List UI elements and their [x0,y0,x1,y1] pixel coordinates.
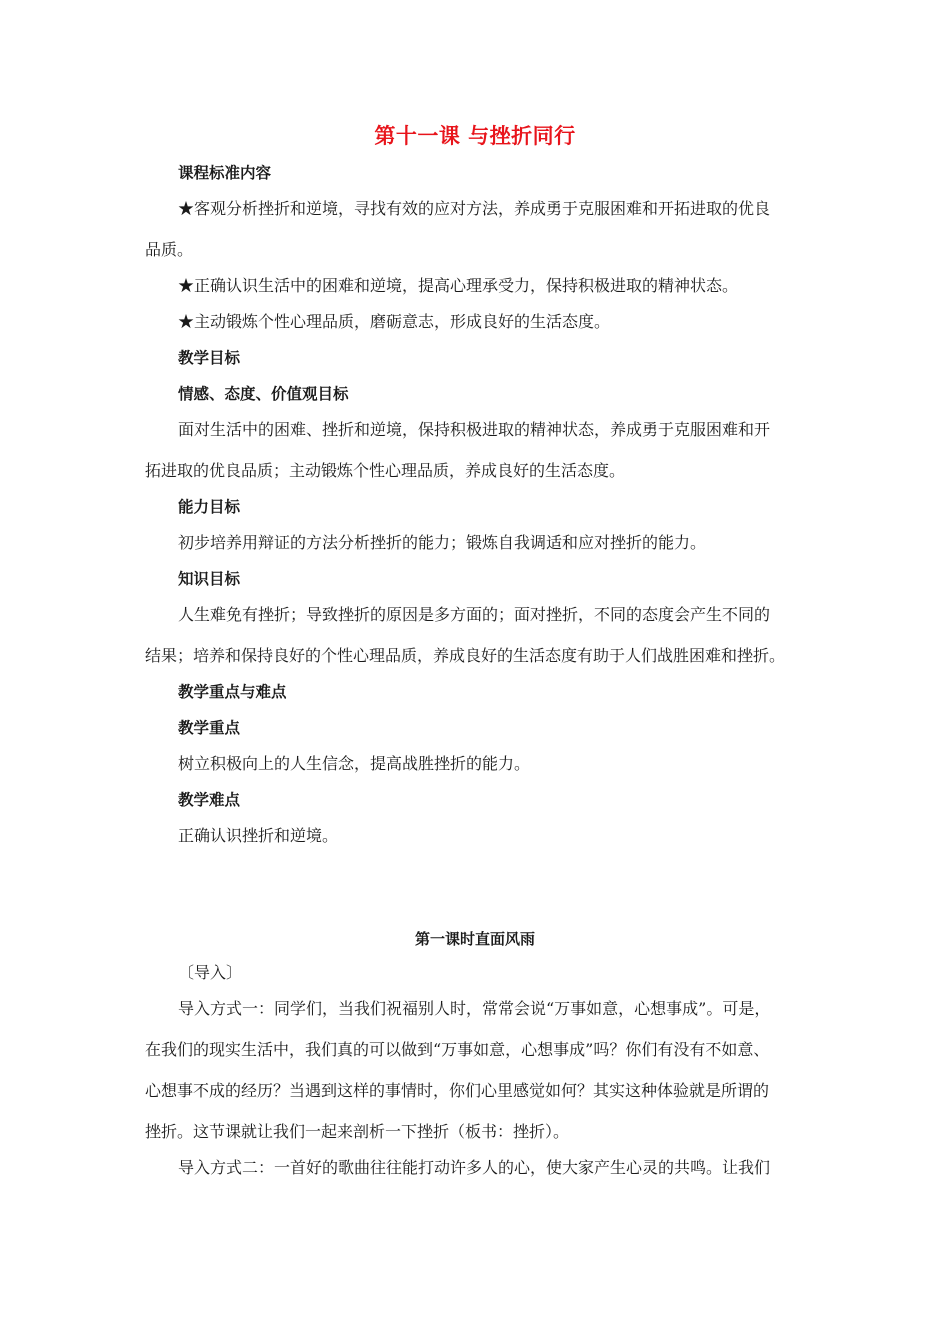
first-lesson-title: 第一课时直面风雨 [414,930,535,948]
heading-goals: 教学目标 [178,349,241,367]
intro-method-1-line-2: 在我们的现实生活中，我们真的可以做到“万事如意，心想事成”吗？你们有没有不如意、 [145,1040,770,1059]
standard-item-2: ★正确认识生活中的困难和逆境，提高心理承受力，保持积极进取的精神状态。 [178,276,739,295]
intro-method-1-line-1: 导入方式一：同学们，当我们祝福别人时，常常会说“万事如意，心想事成”。可是， [178,999,771,1018]
difficult-point-text: 正确认识挫折和逆境。 [178,826,339,845]
standard-item-3: ★主动锻炼个性心理品质，磨砺意志，形成良好的生活态度。 [178,312,611,331]
ability-text: 初步培养用辩证的方法分析挫折的能力；锻炼自我调适和应对挫折的能力。 [178,533,707,552]
knowledge-text-1: 人生难免有挫折；导致挫折的原因是多方面的；面对挫折，不同的态度会产生不同的 [178,605,771,624]
standard-item-1-cont: 品质。 [145,240,194,259]
key-point-text: 树立积极向上的人生信念，提高战胜挫折的能力。 [178,754,531,773]
standard-item-1: ★客观分析挫折和逆境，寻找有效的应对方法，养成勇于克服困难和开拓进取的优良 [178,199,771,218]
heading-standard: 课程标准内容 [178,164,272,182]
intro-method-1-line-4: 挫折。这节课就让我们一起来剖析一下挫折（板书：挫折）。 [145,1122,570,1141]
heading-key-point: 教学重点 [178,719,241,737]
heading-ability-goals: 能力目标 [178,498,241,516]
heading-key-difficult: 教学重点与难点 [178,683,287,701]
emotion-text-1: 面对生活中的困难、挫折和逆境，保持积极进取的精神状态，养成勇于克服困难和开 [178,420,771,439]
knowledge-text-2: 结果；培养和保持良好的个性心理品质，养成良好的生活态度有助于人们战胜困难和挫折。 [145,646,786,665]
heading-emotion-goals: 情感、态度、价值观目标 [178,385,349,403]
intro-method-2-line-1: 导入方式二：一首好的歌曲往往能打动许多人的心，使大家产生心灵的共鸣。让我们 [178,1158,771,1177]
lesson-title: 第十一课 与挫折同行 [374,124,576,148]
emotion-text-2: 拓进取的优良品质；主动锻炼个性心理品质，养成良好的生活态度。 [145,461,626,480]
intro-label: 〔导入〕 [178,963,243,982]
heading-difficult-point: 教学难点 [178,791,241,809]
intro-method-1-line-3: 心想事不成的经历？当遇到这样的事情时，你们心里感觉如何？其实这种体验就是所谓的 [145,1081,770,1100]
heading-knowledge-goals: 知识目标 [178,570,241,588]
